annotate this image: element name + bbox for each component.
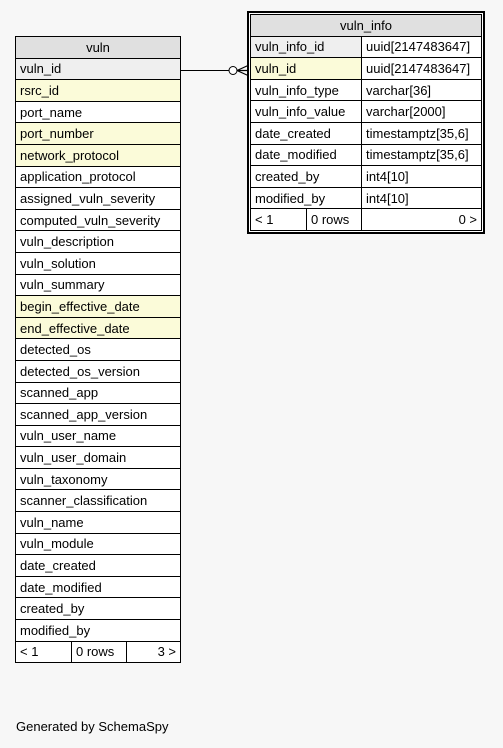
column-name: begin_effective_date (16, 296, 181, 318)
column-name: detected_os_version (16, 360, 181, 382)
table-name: vuln (16, 37, 181, 59)
column-name: computed_vuln_severity (16, 209, 181, 231)
column-name: scanned_app (16, 382, 181, 404)
column-name: created_by (16, 598, 181, 620)
column-name: scanned_app_version (16, 404, 181, 426)
column-type: int4[10] (362, 187, 482, 209)
column-type: timestamptz[35,6] (362, 122, 482, 144)
column-type: int4[10] (362, 166, 482, 188)
column-name: vuln_description (16, 231, 181, 253)
parents-count: < 1 (16, 641, 72, 663)
column-name: vuln_info_id (251, 36, 362, 58)
table-name: vuln_info (251, 15, 482, 37)
column-type: uuid[2147483647] (362, 36, 482, 58)
generated-by-footer: Generated by SchemaSpy (16, 719, 169, 734)
column-name: vuln_summary (16, 274, 181, 296)
column-name: vuln_id (16, 58, 181, 80)
column-name: vuln_solution (16, 252, 181, 274)
column-name: date_created (251, 122, 362, 144)
column-name: vuln_info_value (251, 101, 362, 123)
column-type: varchar[2000] (362, 101, 482, 123)
parents-count: < 1 (251, 209, 307, 231)
column-name: modified_by (251, 187, 362, 209)
children-count: 3 > (127, 641, 181, 663)
column-type: varchar[36] (362, 79, 482, 101)
column-type: uuid[2147483647] (362, 58, 482, 80)
column-name: vuln_module (16, 533, 181, 555)
column-name: scanner_classification (16, 490, 181, 512)
crows-foot-marker (237, 66, 248, 76)
column-name: port_name (16, 101, 181, 123)
column-name: vuln_user_name (16, 425, 181, 447)
column-name: vuln_name (16, 512, 181, 534)
column-name: vuln_user_domain (16, 447, 181, 469)
column-name: vuln_id (251, 58, 362, 80)
row-count: 0 rows (307, 209, 362, 231)
column-name: application_protocol (16, 166, 181, 188)
column-name: vuln_taxonomy (16, 468, 181, 490)
column-name: date_created (16, 555, 181, 577)
column-name: assigned_vuln_severity (16, 188, 181, 210)
column-name: created_by (251, 166, 362, 188)
column-name: modified_by (16, 620, 181, 642)
column-type: timestamptz[35,6] (362, 144, 482, 166)
children-count: 0 > (362, 209, 482, 231)
column-name: network_protocol (16, 144, 181, 166)
column-name: vuln_info_type (251, 79, 362, 101)
column-name: rsrc_id (16, 80, 181, 102)
column-name: port_number (16, 123, 181, 145)
column-name: detected_os (16, 339, 181, 361)
optional-marker (229, 67, 237, 75)
column-name: end_effective_date (16, 317, 181, 339)
column-name: date_modified (16, 576, 181, 598)
row-count: 0 rows (72, 641, 127, 663)
column-name: date_modified (251, 144, 362, 166)
